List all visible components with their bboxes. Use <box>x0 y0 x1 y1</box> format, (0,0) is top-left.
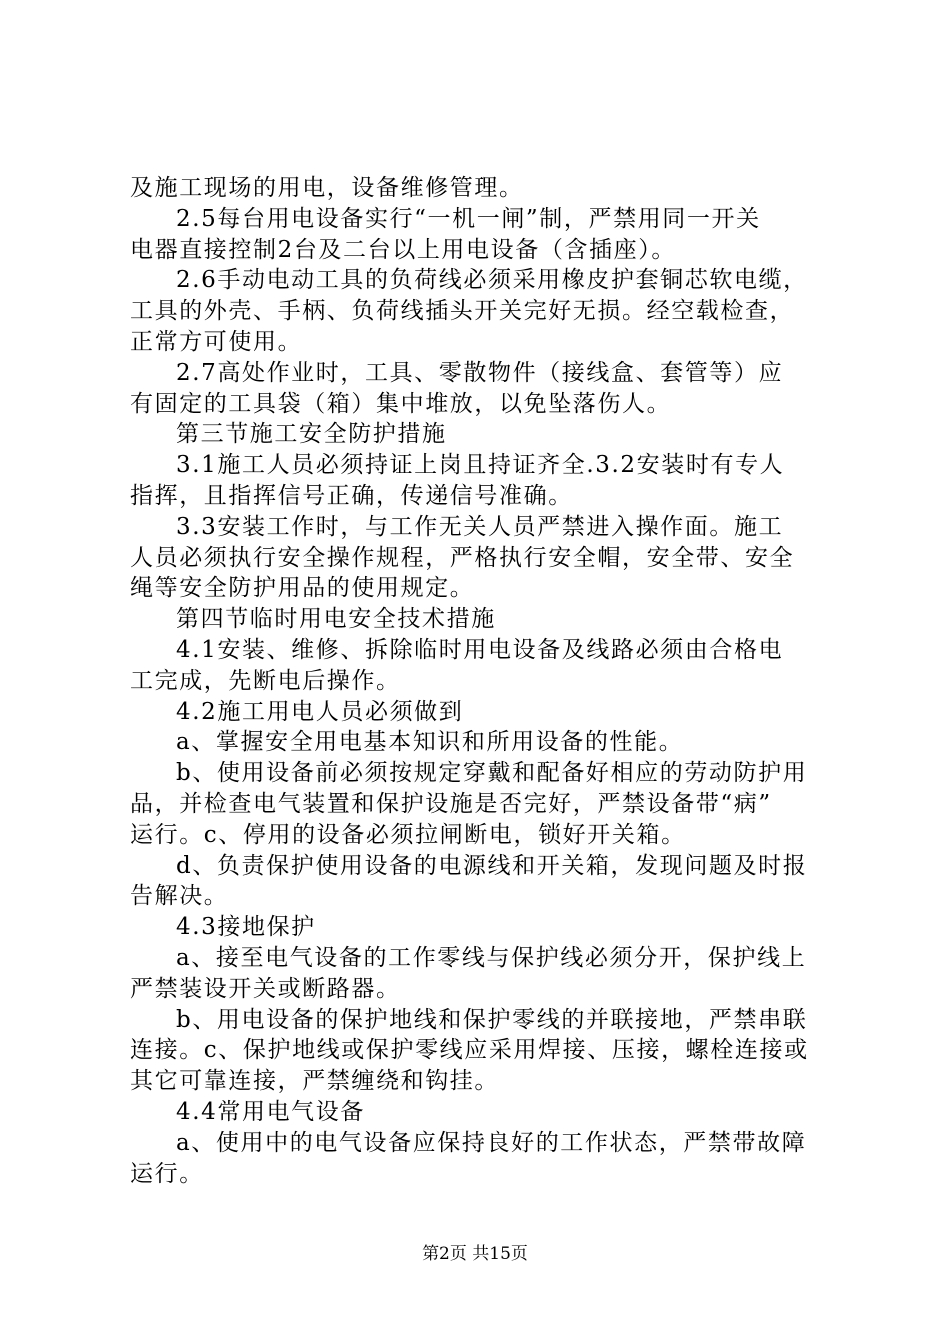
text-line: 指挥，且指挥信号正确，传递信号准确。 <box>130 482 573 509</box>
text-line: 有固定的工具袋（箱）集中堆放，以免坠落伤人。 <box>130 390 672 417</box>
text-line: 4.4常用电气设备 <box>176 1098 365 1125</box>
text-line: a、掌握安全用电基本知识和所用设备的性能。 <box>176 729 684 756</box>
text-line: 告解决。 <box>130 883 229 910</box>
text-line: 运行。 <box>130 1160 204 1187</box>
text-line: a、接至电气设备的工作零线与保护线必须分开，保护线上 <box>176 944 807 971</box>
text-line: 工具的外壳、手柄、负荷线插头开关完好无损。经空载检查， <box>130 298 795 325</box>
text-line: 其它可靠连接，严禁缠绕和钩挂。 <box>130 1068 499 1095</box>
document-body <box>130 173 835 1189</box>
text-line: 绳等安全防护用品的使用规定。 <box>130 575 475 602</box>
text-line: 4.3接地保护 <box>176 914 316 941</box>
text-line: 电器直接控制2台及二台以上用电设备（含插座）。 <box>130 236 676 263</box>
text-line: b、使用设备前必须按规定穿戴和配备好相应的劳动防护用 <box>176 760 808 787</box>
text-line: 运行。c、停用的设备必须拉闸断电，锁好开关箱。 <box>130 821 686 848</box>
text-line: 2.6手动电动工具的负荷线必须采用橡皮护套铜芯软电缆， <box>176 267 808 294</box>
text-line: 及施工现场的用电，设备维修管理。 <box>130 175 524 201</box>
section-heading: 第四节临时用电安全技术措施 <box>176 606 496 633</box>
text-line: 工完成，先断电后操作。 <box>130 667 401 694</box>
section-heading: 第三节施工安全防护措施 <box>176 421 447 448</box>
page-number: 第2页 共15页 <box>422 1244 528 1264</box>
text-line: 4.1安装、维修、拆除临时用电设备及线路必须由合格电 <box>176 636 784 663</box>
text-line: 3.3安装工作时，与工作无关人员严禁进入操作面。施工 <box>176 513 784 540</box>
text-line: 正常方可使用。 <box>130 328 303 355</box>
text-line: 人员必须执行安全操作规程，严格执行安全帽，安全带、安全 <box>130 544 795 571</box>
text-line: 4.2施工用电人员必须做到 <box>176 698 464 725</box>
text-line: 严禁装设开关或断路器。 <box>130 975 401 1002</box>
text-line: 2.5每台用电设备实行“一机一闸”制，严禁用同一开关 <box>176 205 761 232</box>
text-line: a、使用中的电气设备应保持良好的工作状态，严禁带故障 <box>176 1129 807 1156</box>
text-line: d、负责保护使用设备的电源线和开关箱，发现问题及时报 <box>176 852 808 879</box>
text-line: 连接。c、保护地线或保护零线应采用焊接、压接，螺栓连接或 <box>130 1037 809 1064</box>
text-line: 品，并检查电气装置和保护设施是否完好，严禁设备带“病” <box>130 790 772 817</box>
text-line: 3.1施工人员必须持证上岗且持证齐全.3.2安装时有专人 <box>176 452 785 479</box>
text-line: 2.7高处作业时，工具、零散物件（接线盒、套管等）应 <box>176 359 784 386</box>
text-line: b、用电设备的保护地线和保护零线的并联接地，严禁串联 <box>176 1006 808 1033</box>
